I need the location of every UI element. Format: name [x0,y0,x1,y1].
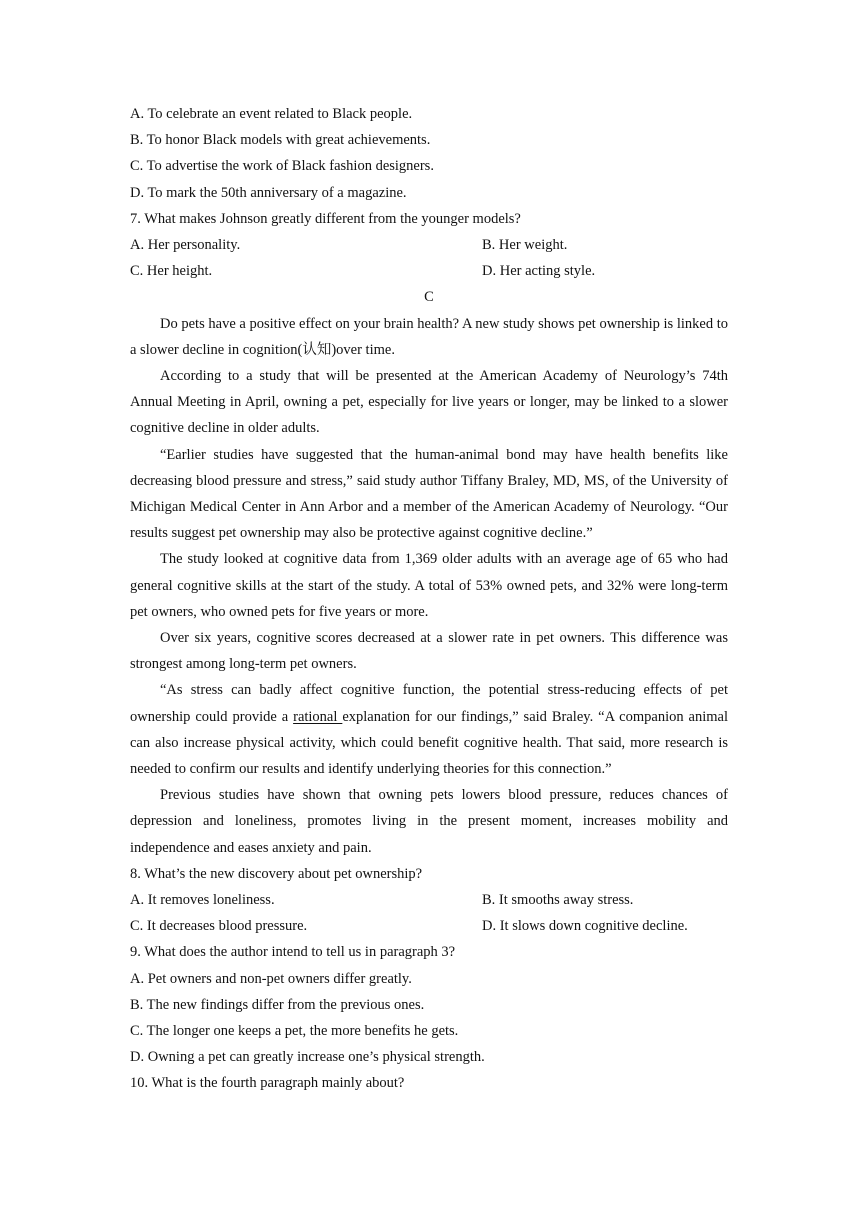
document-page [130,101,728,1096]
q10-question: 10. What is the fourth paragraph mainly about? [130,1075,405,1092]
q8-options-row-2 [130,913,728,939]
section-label: C [424,289,434,306]
passage-paragraph-6 [130,677,728,782]
q8-question: 8. What’s the new discovery about pet ownership? [130,865,423,882]
q9-option-b: B. The new findings differ from the previous ones. [130,996,425,1013]
passage-paragraph-5: Over six years, cognitive scores decreased at a slower rate in pet owners. This difference was strongest among long-term pet owners. [130,629,728,673]
q7-option-d: D. Her acting style. [482,263,596,280]
passage-paragraph-3: “Earlier studies have suggested that the human-animal bond may have health benefits like decreasing blood pressure and stress,” said study author Tiffany Braley, MD, MS, of the University of Michigan Medical Center in Ann Arbor and a member of the American Academy of Neurology. “Our results suggest pet ownership may also be protective against cognitive decline.” [130,446,728,542]
q7-option-b: B. Her weight. [482,236,568,253]
q9-question: 9. What does the author intend to tell us in paragraph 3? [130,944,456,961]
underlined-word-rational: rational [293,708,343,725]
q7-option-c: C. Her height. [130,263,213,280]
q7-question: 7. What makes Johnson greatly different from the younger models? [130,210,521,227]
passage-paragraph-2: According to a study that will be presented at the American Academy of Neurology’s 74th Annual Meeting in April, owning a pet, especially for live years or longer, may be linked to a slower cognitive decline in older adults. [130,367,728,437]
q7-options-row-1 [130,232,728,258]
q8-option-a: A. It removes loneliness. [130,891,275,908]
q7-option-a: A. Her personality. [130,236,241,253]
paragraph-6-text-end: explanation for our findings,” said Braley. “A companion animal can also increase physical activity, which could benefit cognitive health. That said, more research is needed to confirm our results and identify underlying theories for this connection.” [130,708,728,777]
q9-option-a: A. Pet owners and non-pet owners differ greatly. [130,970,412,987]
q6-option-b: B. To honor Black models with great achievements. [130,132,431,149]
q8-option-c: C. It decreases blood pressure. [130,918,308,935]
q8-options-row-1 [130,887,728,913]
q6-option-d: D. To mark the 50th anniversary of a magazine. [130,184,407,201]
q7-options-row-2 [130,258,728,284]
q6-option-c: C. To advertise the work of Black fashion designers. [130,158,434,175]
q9-option-c: C. The longer one keeps a pet, the more benefits he gets. [130,1022,459,1039]
q8-option-d: D. It slows down cognitive decline. [482,918,688,935]
passage-paragraph-7: Previous studies have shown that owning pets lowers blood pressure, reduces chances of depression and loneliness, promotes living in the present moment, increases mobility and independence and eases anxiety and pain. [130,787,728,856]
q9-option-d: D. Owning a pet can greatly increase one’s physical strength. [130,1049,485,1066]
q6-option-a: A. To celebrate an event related to Black people. [130,106,413,122]
passage-paragraph-4: The study looked at cognitive data from 1,369 older adults with an average age of 65 who had general cognitive skills at the start of the study. A total of 53% owned pets, and 32% were long-term pet owners, who owned pets for five years or more. [130,551,728,620]
paragraph-6-text-start: “As stress can badly affect cognitive function, the potential stress-reducing effects of pet ownership could provide a [130,682,728,725]
passage-paragraph-1: Do pets have a positive effect on your brain health? A new study shows pet ownership is linked to a slower decline in cognition(认知)over time. [130,315,728,358]
q8-option-b: B. It smooths away stress. [482,891,634,908]
